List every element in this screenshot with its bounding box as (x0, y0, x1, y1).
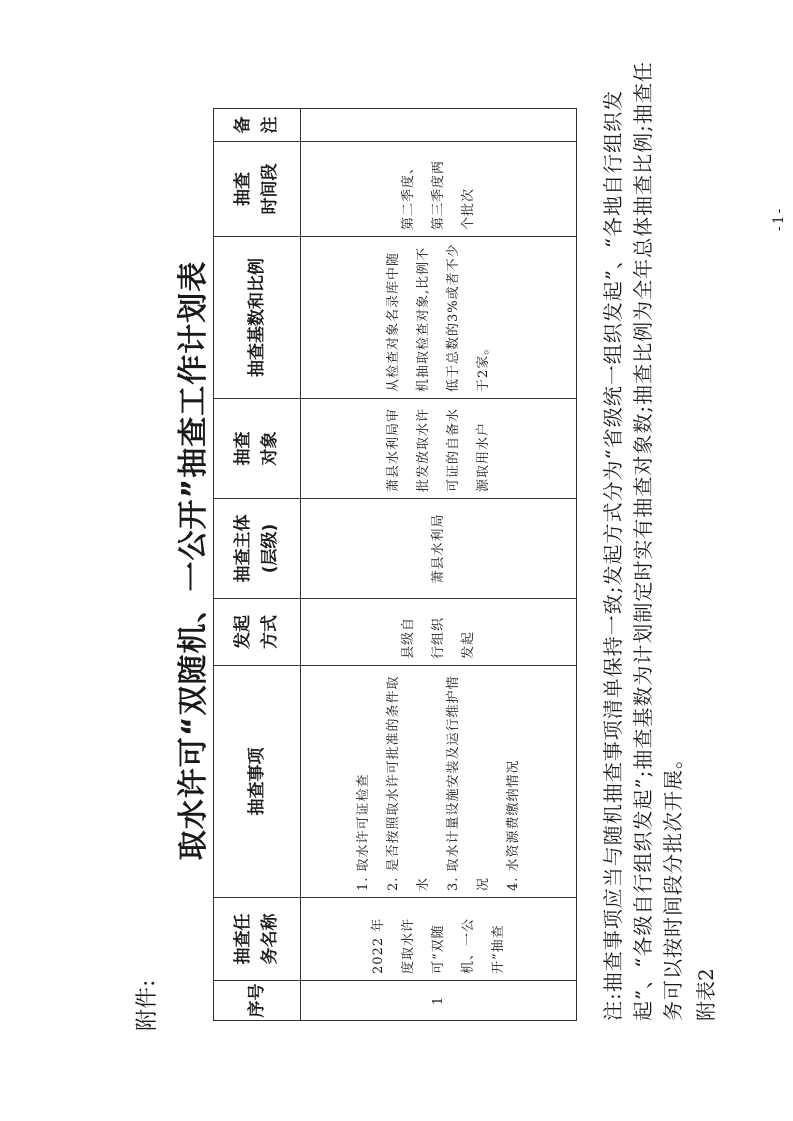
appendix-label: 附表2 (694, 968, 718, 1021)
page-number: -1- (771, 206, 787, 231)
table-row (301, 109, 577, 1021)
table-header-row (214, 109, 301, 1021)
cell-task: 2022 年度取水许可“双随机、一公开”抽查 (301, 898, 577, 981)
header-ratio: 抽查基数和比例 (214, 237, 301, 399)
header-task: 抽查任 务名称 (214, 898, 301, 981)
cell-items (301, 666, 577, 898)
cell-ratio: 从检查对象名录库中随机抽取检查对象,比例不低于总数的3%或者不少于2家。 (301, 237, 577, 399)
attachment-label: 附件: (135, 979, 160, 1031)
header-subject: 抽查主体 (层级) (214, 499, 301, 599)
inspection-item: 1. 取水许可证检查 (355, 773, 371, 891)
footnote: 注:抽查事项应当与随机抽查事项清单保持一致;发起方式分为“省级统一组织发起”、“各地自行组织发起”、“各级自行组织发起”;抽查基数为计划制定时实有抽查对象数;抽查比例为全年总体抽查比例;抽查任务可以按时间段分批次开展。 (601, 61, 685, 1021)
inspection-plan-table (213, 108, 577, 1021)
header-period: 抽查 时间段 (214, 142, 301, 237)
header-target: 抽查 对象 (214, 399, 301, 499)
inspection-item: 4. 水资源费缴纳情况 (505, 759, 521, 891)
header-remarks: 备注 (214, 109, 301, 142)
header-no: 序号 (214, 981, 301, 1021)
cell-initiation: 县级自行组织发起 (301, 599, 577, 666)
cell-target: 萧县水利局审批发放取水许可证的自备水源取用水户 (301, 399, 577, 499)
page-title: 取水许可“双随机、一公开”抽查工作计划表 (176, 260, 211, 861)
cell-subject: 萧县水利局 (301, 499, 577, 599)
header-items: 抽查事项 (214, 666, 301, 898)
cell-no: 1 (301, 981, 577, 1021)
inspection-item: 3. 取水计量设施安装及运行维护情况 (445, 675, 491, 891)
cell-period: 第二季度、第三季度两个批次 (301, 142, 577, 237)
inspection-item: 2. 是否按照取水许可批准的条件取水 (385, 675, 431, 891)
cell-remarks (301, 109, 577, 142)
header-initiation: 发起 方式 (214, 599, 301, 666)
